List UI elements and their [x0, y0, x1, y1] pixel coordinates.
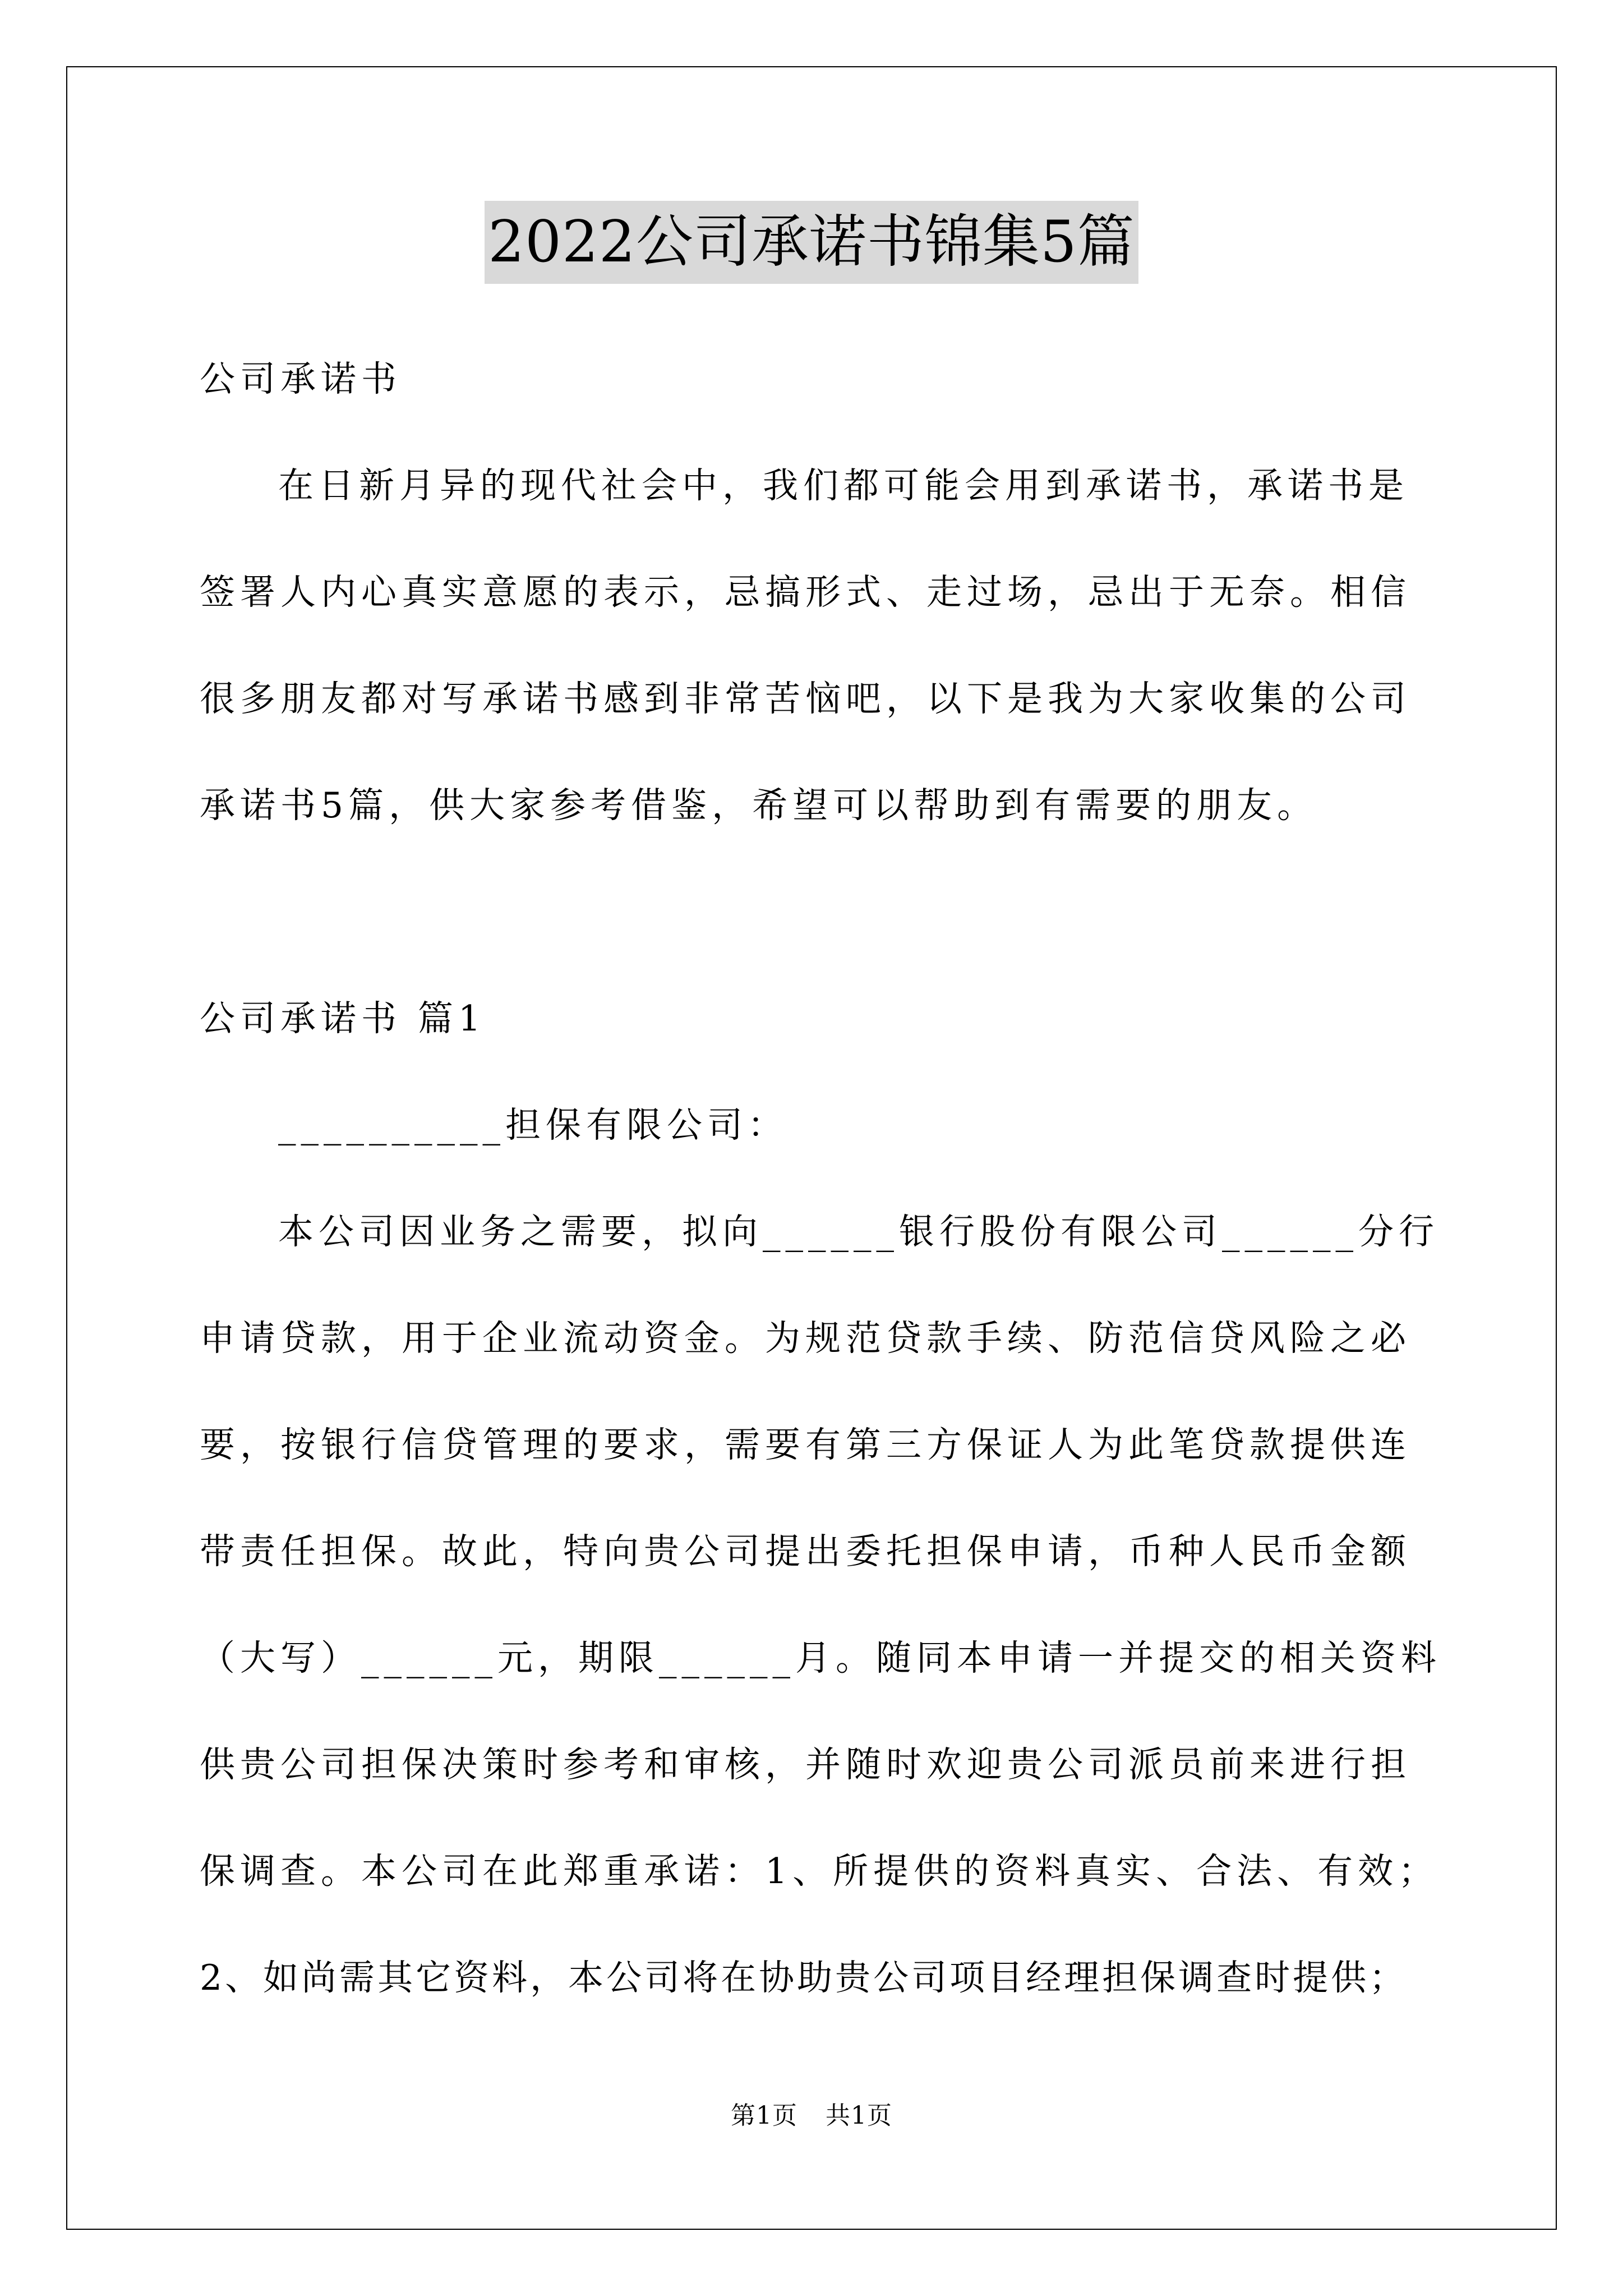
- body-line-8: 2、如尚需其它资料，本公司将在协助贵公司项目经理担保调查时提供；: [200, 1957, 1408, 1998]
- body-line-7: 保调查。本公司在此郑重承诺：1、所提供的资料真实、合法、有效；: [200, 1851, 1439, 1892]
- intro-line-4: 承诺书5篇，供大家参考借鉴，希望可以帮助到有需要的朋友。: [200, 785, 1318, 826]
- salutation: __________担保有限公司：: [278, 1105, 788, 1145]
- page-footer: [0, 2099, 1623, 2133]
- page-total: 共1页: [826, 2101, 892, 2130]
- page-number: 第1页: [731, 2101, 797, 2130]
- title-container: [0, 201, 1623, 284]
- body-line-5: （大写）______元，期限______月。随同本申请一并提交的相关资料: [200, 1637, 1441, 1678]
- body-line-6: 供贵公司担保决策时参考和审核，并随时欢迎贵公司派员前来进行担: [200, 1744, 1411, 1785]
- intro-line-1: 在日新月异的现代社会中，我们都可能会用到承诺书，承诺书是: [278, 465, 1409, 506]
- intro-heading: 公司承诺书: [200, 358, 402, 399]
- intro-line-2: 签署人内心真实意愿的表示，忌搞形式、走过场，忌出于无奈。相信: [200, 572, 1411, 613]
- section1-heading: 公司承诺书 篇1: [200, 998, 486, 1039]
- body-line-2: 申请贷款，用于企业流动资金。为规范贷款手续、防范信贷风险之必: [200, 1318, 1411, 1359]
- intro-line-3: 很多朋友都对写承诺书感到非常苦恼吧，以下是我为大家收集的公司: [200, 678, 1411, 719]
- document-title: 2022公司承诺书锦集5篇: [485, 201, 1138, 284]
- body-line-3: 要，按银行信贷管理的要求，需要有第三方保证人为此笔贷款提供连: [200, 1424, 1411, 1465]
- body-line-4: 带责任担保。故此，特向贵公司提出委托担保申请，币种人民币金额: [200, 1531, 1411, 1572]
- body-line-1: 本公司因业务之需要，拟向______银行股份有限公司______分行: [278, 1211, 1439, 1252]
